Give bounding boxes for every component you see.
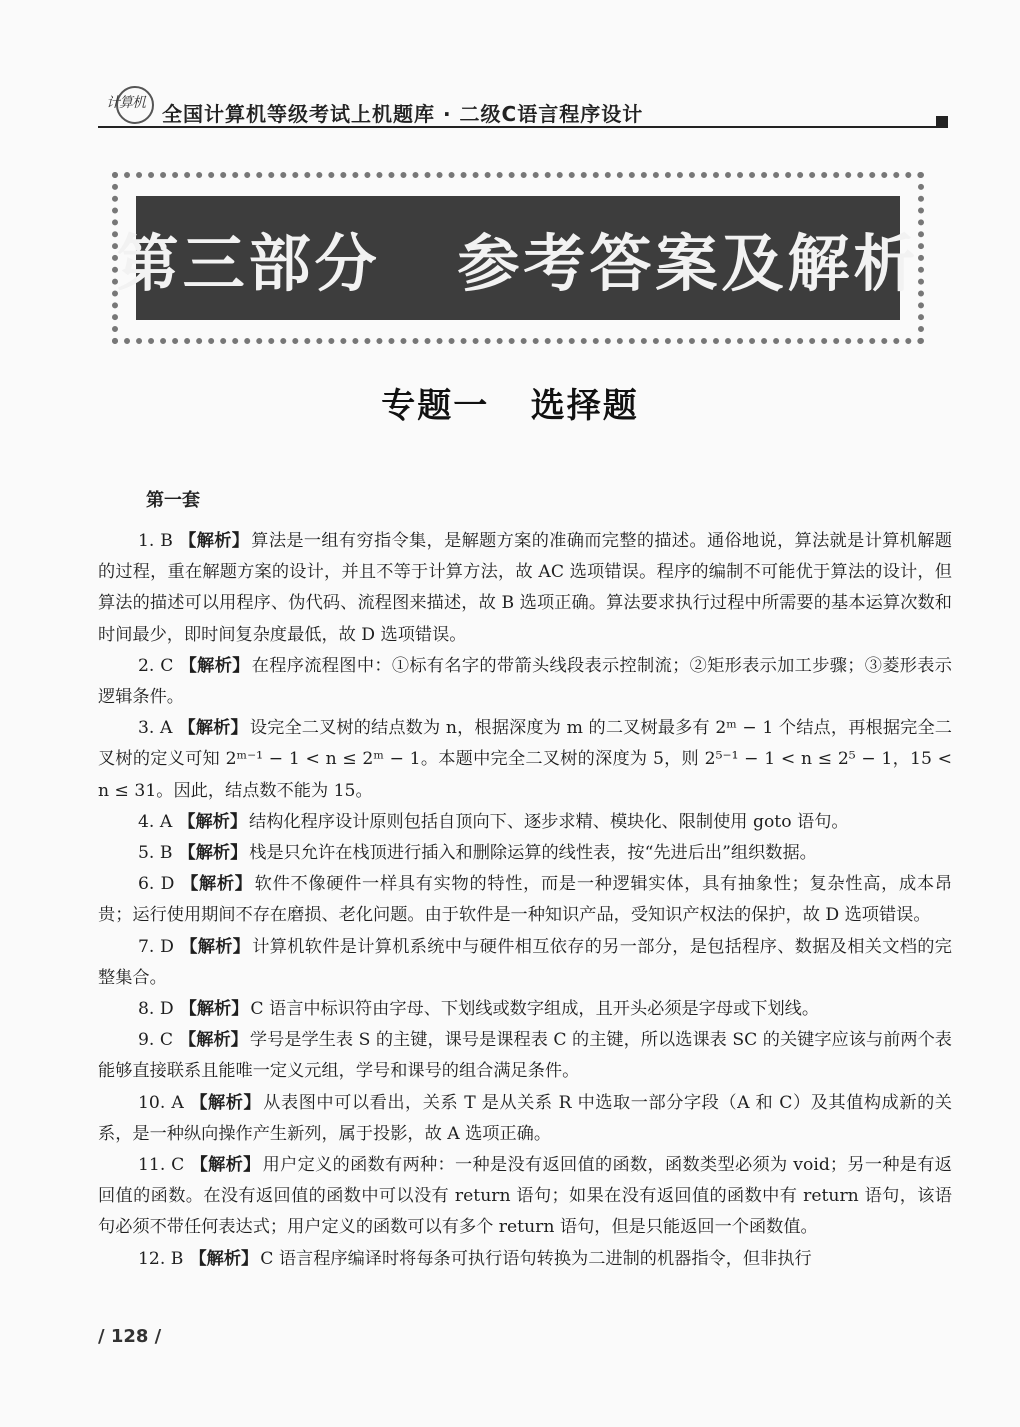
page-header: [98, 80, 950, 130]
answer-text: 用户定义的函数有两种：一种是没有返回值的函数，函数类型必须为 void；另一种是有返回值的函数。在没有返回值的函数中可以没有 return 语句；如果在没有返回值的函数中有 return 语句，该语句必须不带任何表达式；用户定义的函数可以有多个 return 语句，但是只能返回一个函数值。: [98, 1155, 952, 1238]
answer-text: 从表图中可以看出，关系 T 是从关系 R 中选取一部分字段（A 和 C）及其值构成新的关系，是一种纵向操作产生新列，属于投影，故 A 选项正确。: [98, 1092, 952, 1144]
answer-number: 9. C: [138, 1030, 174, 1051]
answer-text: C 语言中标识符由字母、下划线或数字组成，且开头必须是字母或下划线。: [250, 999, 820, 1020]
answer-number: 11. C: [138, 1155, 185, 1176]
page-number: / 128 /: [98, 1326, 162, 1347]
answer-text: 结构化程序设计原则包括自顶向下、逐步求精、模块化、限制使用 goto 语句。: [249, 811, 849, 832]
analysis-tag: 【解析】: [180, 874, 253, 895]
header-rule: [98, 126, 938, 128]
banner-box: [116, 196, 920, 320]
analysis-tag: 【解析】: [178, 531, 250, 551]
answer-text: 学号是学生表 S 的主键，课号是课程表 C 的主键，所以选课表 SC 的关键字应该与前两个表能够直接联系且能唯一定义元组，学号和课号的组合满足条件。: [98, 1030, 952, 1082]
analysis-tag: 【解析】: [190, 1155, 261, 1176]
answer-number: 3. A: [138, 718, 173, 739]
answer-item: [98, 807, 952, 838]
answer-item: [98, 526, 952, 651]
answer-item: [98, 869, 952, 931]
analysis-tag: 【解析】: [178, 718, 248, 739]
answer-item: [98, 932, 952, 994]
answer-number: 7. D: [138, 936, 174, 957]
answer-number: 1. B: [138, 531, 173, 551]
answer-text: 软件不像硬件一样具有实物的特性，而是一种逻辑实体，具有抽象性；复杂性高，成本昂贵；运行使用期间不存在磨损、老化问题。由于软件是一种知识产品，受知识产权法的保护，故 D 选项错误。: [98, 874, 952, 926]
analysis-tag: 【解析】: [179, 999, 249, 1020]
answer-number: 4. A: [138, 811, 173, 832]
answer-item: [98, 1150, 952, 1244]
answer-number: 5. B: [138, 843, 173, 864]
analysis-tag: 【解析】: [178, 843, 248, 864]
answer-list: [98, 526, 952, 1275]
analysis-tag: 【解析】: [179, 936, 251, 957]
answer-item: [98, 1088, 952, 1150]
answer-item: [98, 1025, 952, 1087]
set-label: 第一套: [146, 490, 200, 511]
answer-item: [98, 651, 952, 713]
analysis-tag: 【解析】: [189, 1092, 262, 1113]
answer-number: 12. B: [138, 1248, 184, 1269]
answer-text: 栈是只允许在栈顶进行插入和删除运算的线性表，按“先进后出”组织数据。: [249, 843, 817, 864]
answer-item: [98, 1244, 952, 1275]
book-title: 全国计算机等级考试上机题库 · 二级C语言程序设计: [162, 102, 644, 126]
part-banner: [112, 172, 924, 344]
section-title: 专题一 选择题: [381, 386, 639, 426]
part-title: 第三部分 参考答案及解析: [116, 226, 920, 300]
answer-text: C 语言程序编译时将每条可执行语句转换为二进制的机器指令，但非执行: [260, 1248, 812, 1269]
analysis-tag: 【解析】: [189, 1248, 259, 1269]
answer-number: 10. A: [138, 1092, 184, 1113]
answer-number: 2. C: [138, 655, 174, 676]
book-logo-icon: [98, 80, 156, 126]
answer-text: 计算机软件是计算机系统中与硬件相互依存的另一部分，是包括程序、数据及相关文档的完整集合。: [98, 936, 952, 988]
answer-text: 算法是一组有穷指令集，是解题方案的准确而完整的描述。通俗地说，算法就是计算机解题的过程，重在解题方案的设计，并且不等于计算方法，故 AC 选项错误。程序的编制不可能优于算法的设计，但算法的描述可以用程序、伪代码、流程图来描述，故 B 选项正确。算法要求执行过程中所需要的基本运算次数和时间最少，即时间复杂度最低，故 D 选项错误。: [98, 531, 952, 645]
analysis-tag: 【解析】: [179, 655, 250, 676]
analysis-tag: 【解析】: [179, 1030, 248, 1051]
answer-text: 在程序流程图中：①标有名字的带箭头线段表示控制流；②矩形表示加工步骤；③菱形表示逻辑条件。: [98, 655, 952, 708]
answer-text: 设完全二叉树的结点数为 n，根据深度为 m 的二叉树最多有 2ᵐ − 1 个结点，再根据完全二叉树的定义可知 2ᵐ⁻¹ − 1 < n ≤ 2ᵐ − 1。本题中完全二叉树的深度为 5，则 2⁵⁻¹ − 1 < n ≤ 2⁵ − 1，15 < n ≤ 31。因此，结点数不能为 15。: [98, 718, 952, 801]
header-square-icon: [936, 116, 948, 128]
answer-item: [98, 838, 952, 869]
analysis-tag: 【解析】: [178, 811, 248, 832]
answer-number: 6. D: [138, 874, 175, 895]
logo-text: 计算机: [106, 95, 145, 111]
answer-number: 8. D: [138, 999, 174, 1020]
answer-item: [98, 713, 952, 807]
answer-item: [98, 994, 952, 1025]
